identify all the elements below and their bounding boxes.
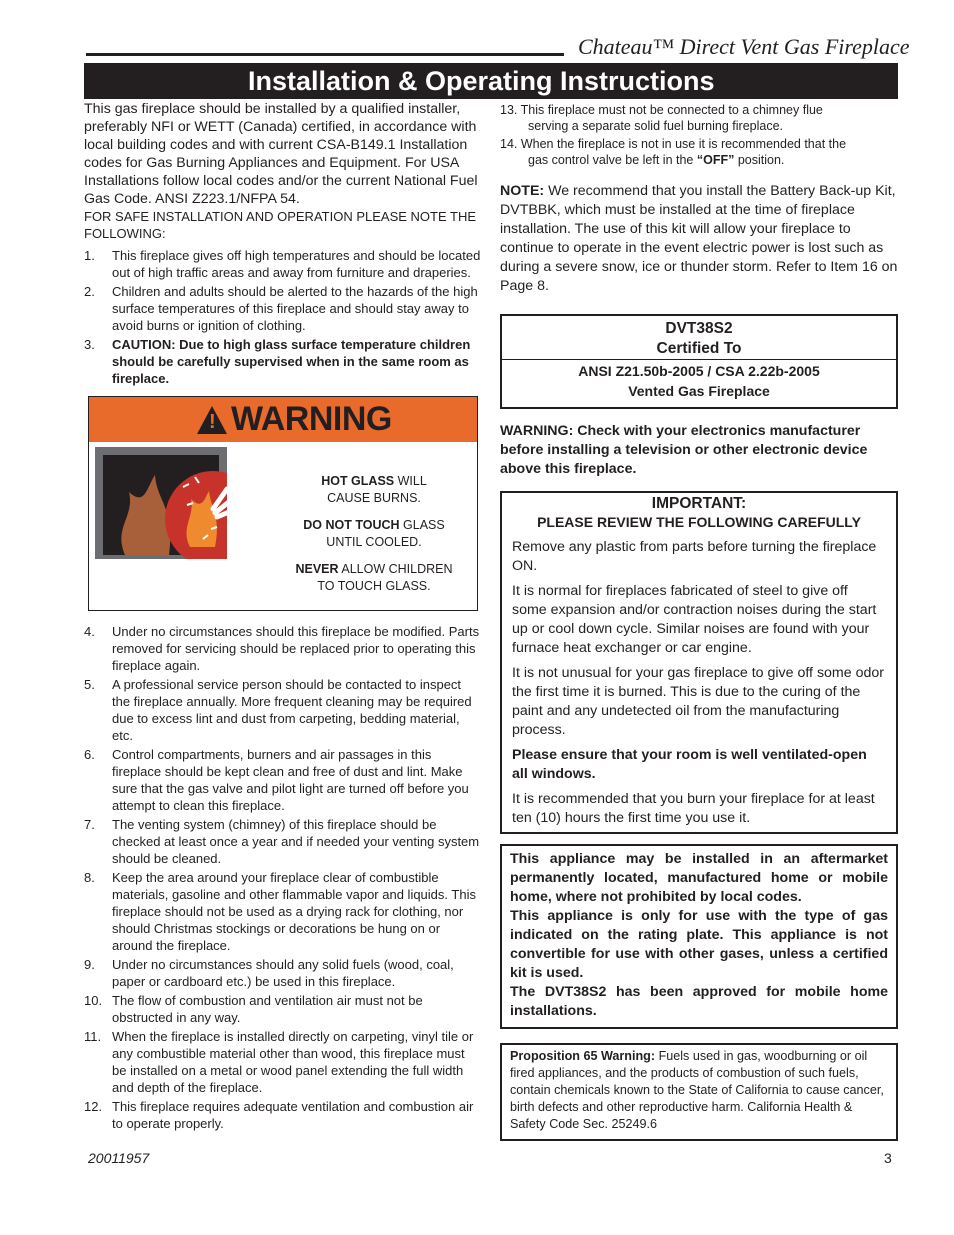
list-item: 1. This fireplace gives off high temperatures and should be located out of high traffic areas and away from furniture and draperies. <box>84 248 481 280</box>
mobile-home-box: This appliance may be installed in an aftermarket permanently located, manufactured home or mobile home, where not prohibited by local codes. This appliance is only for use with the type of gas indicated on the rating plate. This appliance is not convertible for use with other gases, unless a certified kit is used. The DVT38S2 has been approved for mobile home installations. <box>500 844 898 1029</box>
important-paragraph: It is normal for fireplaces fabricated of steel to give off some expansion and/or contraction noises during the start up or cool down cycle. Similar noises are found with your furnace heat exchanger or car engine. <box>512 583 877 656</box>
list-item: 10. The flow of combustion and ventilation air must not be obstructed in any way. <box>84 993 423 1025</box>
important-subtitle: PLEASE REVIEW THE FOLLOWING CAREFULLY <box>537 514 861 530</box>
cert-model: DVT38S2 <box>665 320 733 337</box>
page-title: Installation & Operating Instructions <box>84 63 898 99</box>
list-item: 2. Children and adults should be alerted to the hazards of the high surface temperatures of this fireplace and should stay away to avoid burns or ignition of clothing. <box>84 284 478 333</box>
left-column <box>84 100 482 1134</box>
hot-glass-illustration <box>95 447 227 559</box>
list-item: 5. A professional service person should be contacted to inspect the fireplace annually. More frequent cleaning may be required due to excess lint and dust from carpeting, bedding material, etc. <box>84 677 472 743</box>
document-number: 20011957 <box>88 1150 150 1166</box>
list-item: 7. The venting system (chimney) of this fireplace should be checked at least once a year and if needed your venting system should be cleaned. <box>84 817 480 866</box>
certification-box <box>500 314 898 409</box>
list-item: 6. Control compartments, burners and air passages in this fireplace should be kept clean and free of dust and lint. Make sure that the gas valve and pilot light are turned off before you attempt to clean this fireplace. <box>84 747 469 813</box>
prop65-box: Proposition 65 Warning: Fuels used in gas, woodburning or oil fired appliances, and the products of combustion of such fuels, contain chemicals known to the State of California to cause cancer, birth defects and other reproductive harm. California Health & Safety Code Sec. 25249.6 <box>500 1043 898 1141</box>
list-item: 12. This fireplace requires adequate ventilation and combustion air to operate properly. <box>84 1099 474 1131</box>
safety-list-b <box>84 623 482 1132</box>
list-item: 8. Keep the area around your fireplace clear of combustible materials, gasoline and other flammable vapor and liquids. This fireplace should not be used as a drying rack for clothing, nor should Christmas stockings or decorations be hung on or around the fireplace. <box>84 870 476 953</box>
cert-label: Certified To <box>656 340 742 357</box>
important-paragraph: Please ensure that your room is well ventilated-open all windows. <box>512 747 867 782</box>
warning-box <box>88 396 478 611</box>
list-item: 9. Under no circumstances should any solid fuels (wood, coal, paper or cardboard etc.) be used in this fireplace. <box>84 957 454 989</box>
page-number: 3 <box>884 1150 892 1166</box>
battery-note: NOTE: We recommend that you install the Battery Back-up Kit, DVTBBK, which must be installed at the time of fireplace installation. The use of this kit will allow your fireplace to continue to operate in the event electric power is lost such as during a severe snow, ice or thunder storm. Refer to Item 16 on Page 8. <box>500 183 898 294</box>
warning-header <box>89 397 477 442</box>
electronics-warning: WARNING: Check with your electronics manufacturer before installing a television or other electronic device above this fireplace. <box>500 423 868 477</box>
important-paragraph: It is not unusual for your gas fireplace to give off some odor the first time it is burned. This is due to the curing of the paint and any undetected oil from the manufacturing process. <box>512 665 884 738</box>
list-item: 4. Under no circumstances should this fireplace be modified. Parts removed for servicing should be replaced prior to operating this fireplace again. <box>84 624 480 673</box>
warning-triangle-icon: ! <box>197 406 227 434</box>
list-item-14: 14. When the fireplace is not in use it is recommended that the gas control valve be left in the “OFF” position. <box>500 137 847 167</box>
brand-title: Chateau™ Direct Vent Gas Fireplace <box>578 34 910 59</box>
flame-hand-icon <box>95 447 227 559</box>
right-column <box>500 102 898 1141</box>
list-item: 11. When the fireplace is installed directly on carpeting, vinyl tile or any combustible material other than wood, this fireplace must be installed on a metal or wood panel extending the full width and depth of the fireplace. <box>84 1029 474 1095</box>
intro-caps: FOR SAFE INSTALLATION AND OPERATION PLEASE NOTE THE FOLLOWING: <box>84 209 477 241</box>
list-item-13: 13. This fireplace must not be connected to a chimney flue serving a separate solid fuel burning fireplace. <box>500 103 823 133</box>
header-rule <box>86 53 564 56</box>
important-box <box>500 491 898 834</box>
warning-text: HOT GLASS WILL CAUSE BURNS. DO NOT TOUCH GLASS UNTIL COOLED. NEVER ALLOW CHILDREN TO TOUCH GLASS. <box>295 474 453 593</box>
cert-standards: ANSI Z21.50b-2005 / CSA 2.22b-2005 Vented Gas Fireplace <box>502 359 896 401</box>
list-item: 3. CAUTION: Due to high glass surface temperature children should be carefully supervised when in the same room as fireplace. <box>84 337 471 386</box>
important-paragraph: It is recommended that you burn your fireplace for at least ten (10) hours the first time you use it. <box>512 791 875 826</box>
intro-paragraph: This gas fireplace should be installed by a qualified installer, preferably NFI or WETT (Canada) certified, in accordance with local building codes and with current CSA-B149.1 Installation codes for Gas Burning Appliances and Equipment. For USA Installations follow local codes and/or the current National Fuel Gas Code. ANSI Z223.1/NFPA 54. <box>84 101 478 207</box>
safety-list-a <box>84 247 482 387</box>
important-paragraph: Remove any plastic from parts before turning the fireplace ON. <box>512 539 877 574</box>
important-title: IMPORTANT: <box>651 495 747 512</box>
warning-heading: WARNING <box>231 400 392 438</box>
